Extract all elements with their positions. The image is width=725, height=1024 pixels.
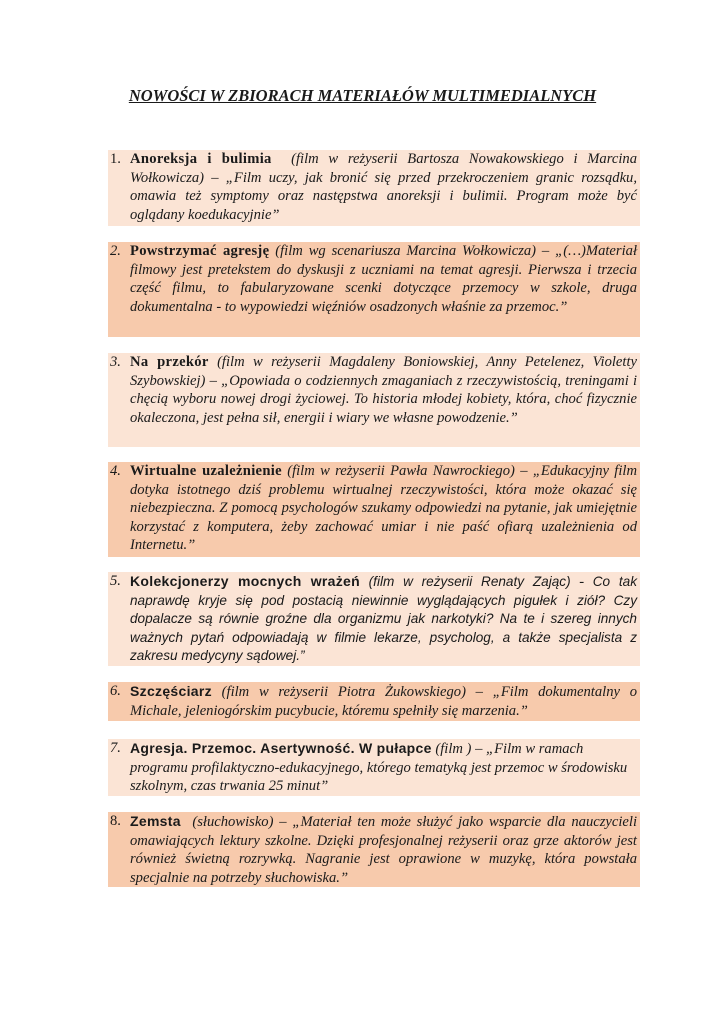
item-description: Co tak naprawdę kryje się pod postacią niewinnie wyglądających pigułek i ziół? Czy dopalacze są równie groźne dla organizmu jak narkotyki? Na te i szereg innych ważnych pytań odpowiadają w filmie lekarze, psycholog, a także specjalista z zakresu medycyny sądowej.” <box>130 574 638 664</box>
item-source: (film w reżyserii Magdaleny Boniowskiej, Anny Petelenez, Violetty Szybowskiej) <box>130 354 637 389</box>
item-separator: – <box>465 684 493 700</box>
item-number: 3. <box>110 354 121 370</box>
item-number: 2. <box>110 243 121 259</box>
list-item-4 <box>108 462 640 557</box>
item-source: (film wg scenariusza Marcina Wołkowicza) <box>275 243 537 259</box>
item-number: 7. <box>110 740 121 756</box>
item-title: Zemsta <box>130 813 181 829</box>
list-item-8 <box>108 812 640 887</box>
item-number: 1. <box>110 151 121 167</box>
page-title: NOWOŚCI W ZBIORACH MATERIAŁÓW MULTIMEDIALNYCH <box>128 86 597 105</box>
item-source: (film w reżyserii Bartosza Nowakowskiego i Marcina Wołkowicza) <box>130 151 637 186</box>
item-source: (film w reżyserii Renaty Zając) <box>368 574 571 589</box>
item-separator: – <box>205 372 222 389</box>
item-separator: – <box>514 463 533 479</box>
list-item-3 <box>108 353 640 447</box>
item-separator: – <box>204 169 226 186</box>
item-source: (słuchowisko) <box>192 814 274 830</box>
item-source: (film ) <box>435 741 472 757</box>
item-number: 4. <box>110 463 121 479</box>
list-item-2 <box>108 242 640 337</box>
item-title: Kolekcjonerzy mocnych wrażeń <box>130 573 360 589</box>
item-description: „Opowiada o codziennych zmaganiach z rzeczywistością, treningami i chęcią wyboru nowej drogi życiowej. To historia młodej kobiety, która, choć fizycznie okaleczona, jest pełna sił, energii i wiary we własne powodzenie.” <box>130 372 638 426</box>
list-item-5 <box>108 572 640 666</box>
list-item-7 <box>108 739 640 796</box>
item-separator: – <box>273 814 293 830</box>
item-description: „(…)Materiał filmowy jest pretekstem do dyskusji z uczniami na temat agresji. Pierwsza i trzecia część filmu, to fabularyzowane scenki dotyczące przemocy w szkole, druga dokumentalna - to wypowiedzi więźniów osadzonych właśnie za przemoc.” <box>130 243 637 315</box>
list-item-6 <box>108 682 640 721</box>
item-title: Na przekór <box>130 354 209 370</box>
item-number: 6. <box>110 683 121 699</box>
list-item-1 <box>108 150 640 226</box>
item-source: (film w reżyserii Pawła Nawrockiego) <box>287 463 515 479</box>
item-description: „Film uczy, jak bronić się przed przekroczeniem granic rozsądku, omawia też symptomy oraz następstwa anoreksji i bulimii. Program może być oglądany koedukacyjnie” <box>130 169 638 223</box>
item-separator: – <box>471 741 487 757</box>
item-number: 5. <box>110 573 121 589</box>
item-title: Anoreksja i bulimia <box>130 151 272 167</box>
item-description: „Film dokumentalny o Michale, jeleniogórskim pucybucie, któremu spełniły się marzenia.” <box>130 684 638 719</box>
item-description: „Film w ramach programu profilaktyczno-edukacyjnego, którego tematyką jest przemoc w środowisku szkolnym, czas trwania 25 minut” <box>130 741 628 795</box>
item-description: „Materiał ten może służyć jako wsparcie dla nauczycieli omawiających lektury szkolne. Dzięki profesjonalnej reżyserii oraz grze aktorów jest również świetną rozrywką. Nagranie jest oprawione w muzykę, która powstała specjalnie na potrzeby słuchowiska.” <box>130 814 638 886</box>
item-description: „Edukacyjny film dotyka istotnego dziś problemu wirtualnej rzeczywistości, która może okazać się niebezpieczna. Z pomocą psychologów szukamy odpowiedzi na pytanie, jak umiejętnie korzystać z komputera, żeby zachować umiar i nie paść ofiarą uzależnienia od Internetu.” <box>130 463 638 554</box>
item-title: Powstrzymać agresję <box>130 243 270 259</box>
item-title: Agresja. Przemoc. Asertywność. W pułapce <box>130 740 432 756</box>
item-separator: – <box>536 243 556 259</box>
item-source: (film w reżyserii Piotra Żukowskiego) <box>221 684 466 700</box>
item-title: Wirtualne uzależnienie <box>130 463 282 479</box>
item-number: 8. <box>110 813 121 829</box>
item-title: Szczęściarz <box>130 683 212 699</box>
item-separator: - <box>570 574 593 590</box>
